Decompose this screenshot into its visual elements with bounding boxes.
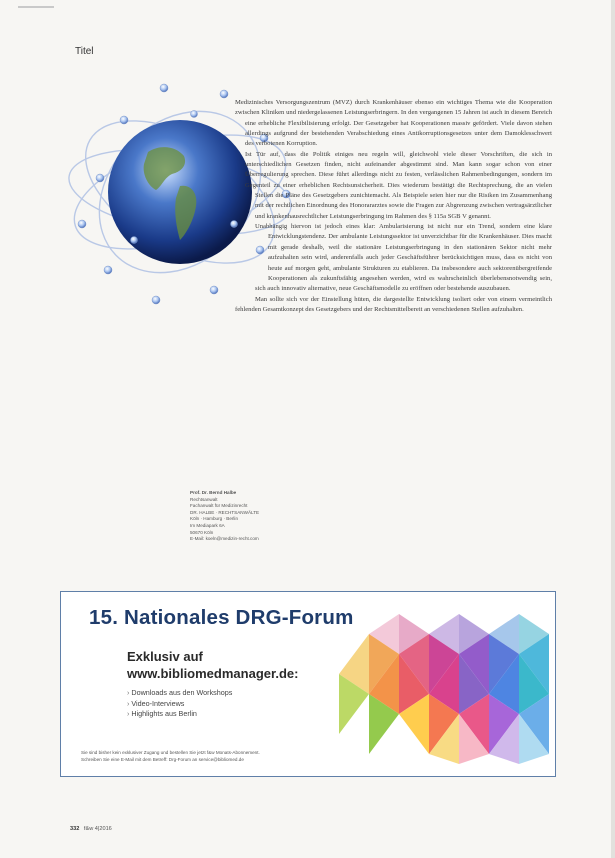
author-line: Im Mediapark 6A: [190, 522, 225, 528]
ad-subtitle-line: Exklusiv auf: [127, 649, 203, 664]
article-paragraph: Medizinisches Versorgungszentrum (MVZ) durch Krankenhäuser ebenso ein wichtiges Thema wie die Kooperation zwischen Kliniken und niedergelassenen Leistungserbringern. In den vergangenen 15 Jahren ist auch in diesem Bereich eine erhebliche Flexibilisierung erfolgt. Der Gesetzgeber hat Kooperationen massiv gefördert. Viele davon stehen allerdings aufgrund der bestehenden Verabschiedung eines Antikorruptionsgesetzes unter dem Damoklesschwert des verbotenen Korruption.: [235, 99, 552, 148]
article-paragraph: Ist Tür auf, dass die Politik einiges neu regeln will, gleichwohl viele dieser Vorschriften, die sich in unterschiedlichen Gesetzen finden, nicht aufeinander abgestimmt sind. Man kann sogar schon von einer Überregulierung sprechen. Diese führt allerdings nicht zu festen, verlässlichen Rahmenbedingungen, sondern im Gegenteil zu einer erheblichen Rechtsunsicherheit. Dies wiederum bestätigt die Rechtsprechung, die an vielen Stellen die Pläne des Gesetzgebers zunichtemacht. Als Beispiele seien hier nur die Risiken im Zusammenhang mit der rechtlichen Einordnung des Honorararztes sowie die Fragen zur Abgrenzung zwischen vertragsärztlicher und krankenhausrechtlicher Leistungserbringung im Rahmen des § 115a SGB V genannt.: [245, 150, 552, 220]
magazine-name: f&w 4|2016: [83, 826, 112, 832]
ad-feature-item: › Highlights aus Berlin: [127, 709, 232, 720]
author-name: Prof. Dr. Bernd Halbe: [190, 490, 237, 495]
author-line: 50670 Köln: [190, 529, 214, 535]
ad-feature-item: › Video-Interviews: [127, 699, 232, 710]
article-paragraph: Man sollte sich vor der Einstellung hüten, die dargestellte Entwicklung isoliert oder von einem vermeintlich fehlenden Gesamtkonzept des Gesetzgebers und der Rechtsmittelbereit an verschiedenen Stellen aufzuhalten.: [235, 295, 552, 313]
ad-website-link[interactable]: www.bibliomedmanager.de:: [127, 666, 299, 681]
page-footer: [70, 826, 112, 832]
ad-footer-line: Schreiben Sie eine E-Mail mit dem Betreff: Drg-Forum an service@bibliomed.de: [81, 757, 244, 762]
ad-footer-text: [81, 749, 481, 763]
page-number: 332: [70, 826, 80, 832]
author-info: [190, 490, 390, 543]
ad-footer-line: Sie sind bisher kein exklusiver Zugang und bestellen Sie jetzt f&w Monats-Abonnement.: [81, 750, 260, 755]
article-paragraph: Unabhängig hiervon ist jedoch eines klar: Ambularisierung ist nicht nur ein Trend, sondern eine klare Entwicklungstendenz. Der ambulante Leistungssektor ist unverzichtbar für die Krankenhäuser. Dies macht mit gerade deshalb, weil die stationäre Leistungserbringung in den stationären Sektor nicht mehr aufzuhalten sein wird, anderenfalls auch jeder Geschäftsführer berücksichtigen muss, dass es nicht von heute auf morgen geht, ambulante Strukturen zu etablieren. Da insbesondere auch sektorenübergreifende Kooperationen als zukunftsfähig angesehen werden, wird es wahrscheinlich überlebensnotwendig sein, sich auch innovativ alternative, neue Geschäftsmodelle zu eröffnen oder bestehende auszubauen.: [255, 223, 552, 293]
ad-feature-list: [127, 688, 232, 720]
ad-subtitle: [127, 648, 298, 682]
page-edge-shadow: [611, 0, 615, 858]
ad-title: 15. Nationales DRG-Forum: [89, 606, 354, 629]
page-header-title: Titel: [75, 46, 94, 57]
author-line: Rechtsanwalt: [190, 496, 218, 502]
author-line: DR. HALBE · RECHTSANWÄLTE: [190, 509, 260, 515]
top-rule: [18, 6, 54, 8]
article-body: [190, 98, 552, 340]
drg-forum-advertisement[interactable]: [60, 591, 556, 777]
ad-feature-item: › Downloads aus den Workshops: [127, 688, 232, 699]
author-line: Köln · Hamburg · Berlin: [190, 516, 238, 522]
colorful-triangles-graphic: [329, 614, 555, 764]
author-line: Fachanwalt für Medizinrecht: [190, 503, 248, 509]
author-email[interactable]: E-Mail: koeln@medizin-recht.com: [190, 536, 259, 542]
